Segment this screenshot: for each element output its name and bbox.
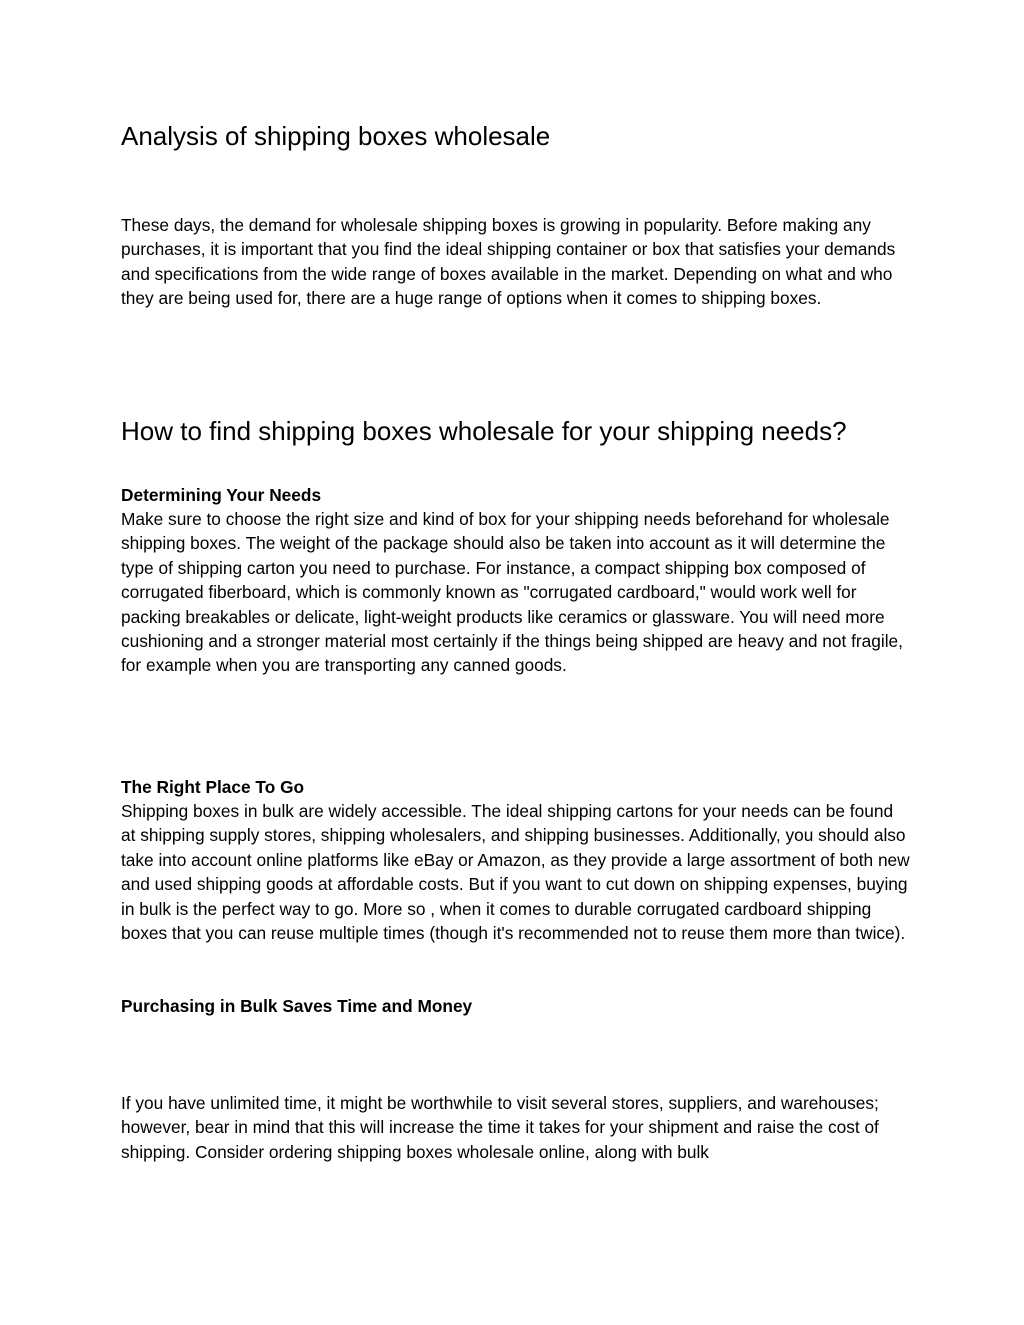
paragraph-bulk-saves: If you have unlimited time, it might be worthwhile to visit several stores, suppliers, and warehouses; however, bear in mind that this will increase the time it takes for your shipment and raise the cost of shipping. Consider ordering shipping boxes wholesale online, along with bulk (121, 1093, 879, 1162)
document-title: Analysis of shipping boxes wholesale (121, 121, 551, 151)
paragraph-determining-needs: Make sure to choose the right size and kind of box for your shipping needs beforehand for wholesale shipping boxes. The weight of the package should also be taken into account as it will determine the type of shipping carton you need to purchase. For instance, a compact shipping box composed of corrugated fiberboard, which is commonly known as "corrugated cardboard," would work well for packing breakables or delicate, light-weight products like ceramics or glassware. You will need more cushioning and a stronger material most certainly if the things being shipped are heavy and not fragile, for example when you are transporting any canned goods. (121, 509, 903, 676)
subheading-bulk-saves: Purchasing in Bulk Saves Time and Money (121, 996, 473, 1016)
paragraph-right-place: Shipping boxes in bulk are widely accessible. The ideal shipping cartons for your needs can be found at shipping supply stores, shipping wholesalers, and shipping businesses. Additionally, you should also take into account online platforms like eBay or Amazon, as they provide a large assortment of both new and used shipping goods at affordable costs. But if you want to cut down on shipping expenses, buying in bulk is the perfect way to go. More so , when it comes to durable corrugated cardboard shipping boxes that you can reuse multiple times (though it's recommended not to reuse them more than twice). (121, 801, 910, 944)
intro-paragraph: These days, the demand for wholesale shipping boxes is growing in popularity. Before making any purchases, it is important that you find the ideal shipping container or box that satisfies your demands and specifications from the wide range of boxes available in the market. Depending on what and who they are being used for, there are a huge range of options when it comes to shipping boxes. (121, 215, 896, 309)
subheading-right-place: The Right Place To Go (121, 777, 305, 797)
section-heading: How to find shipping boxes wholesale for your shipping needs? (121, 416, 847, 446)
subheading-determining-needs: Determining Your Needs (121, 485, 322, 505)
